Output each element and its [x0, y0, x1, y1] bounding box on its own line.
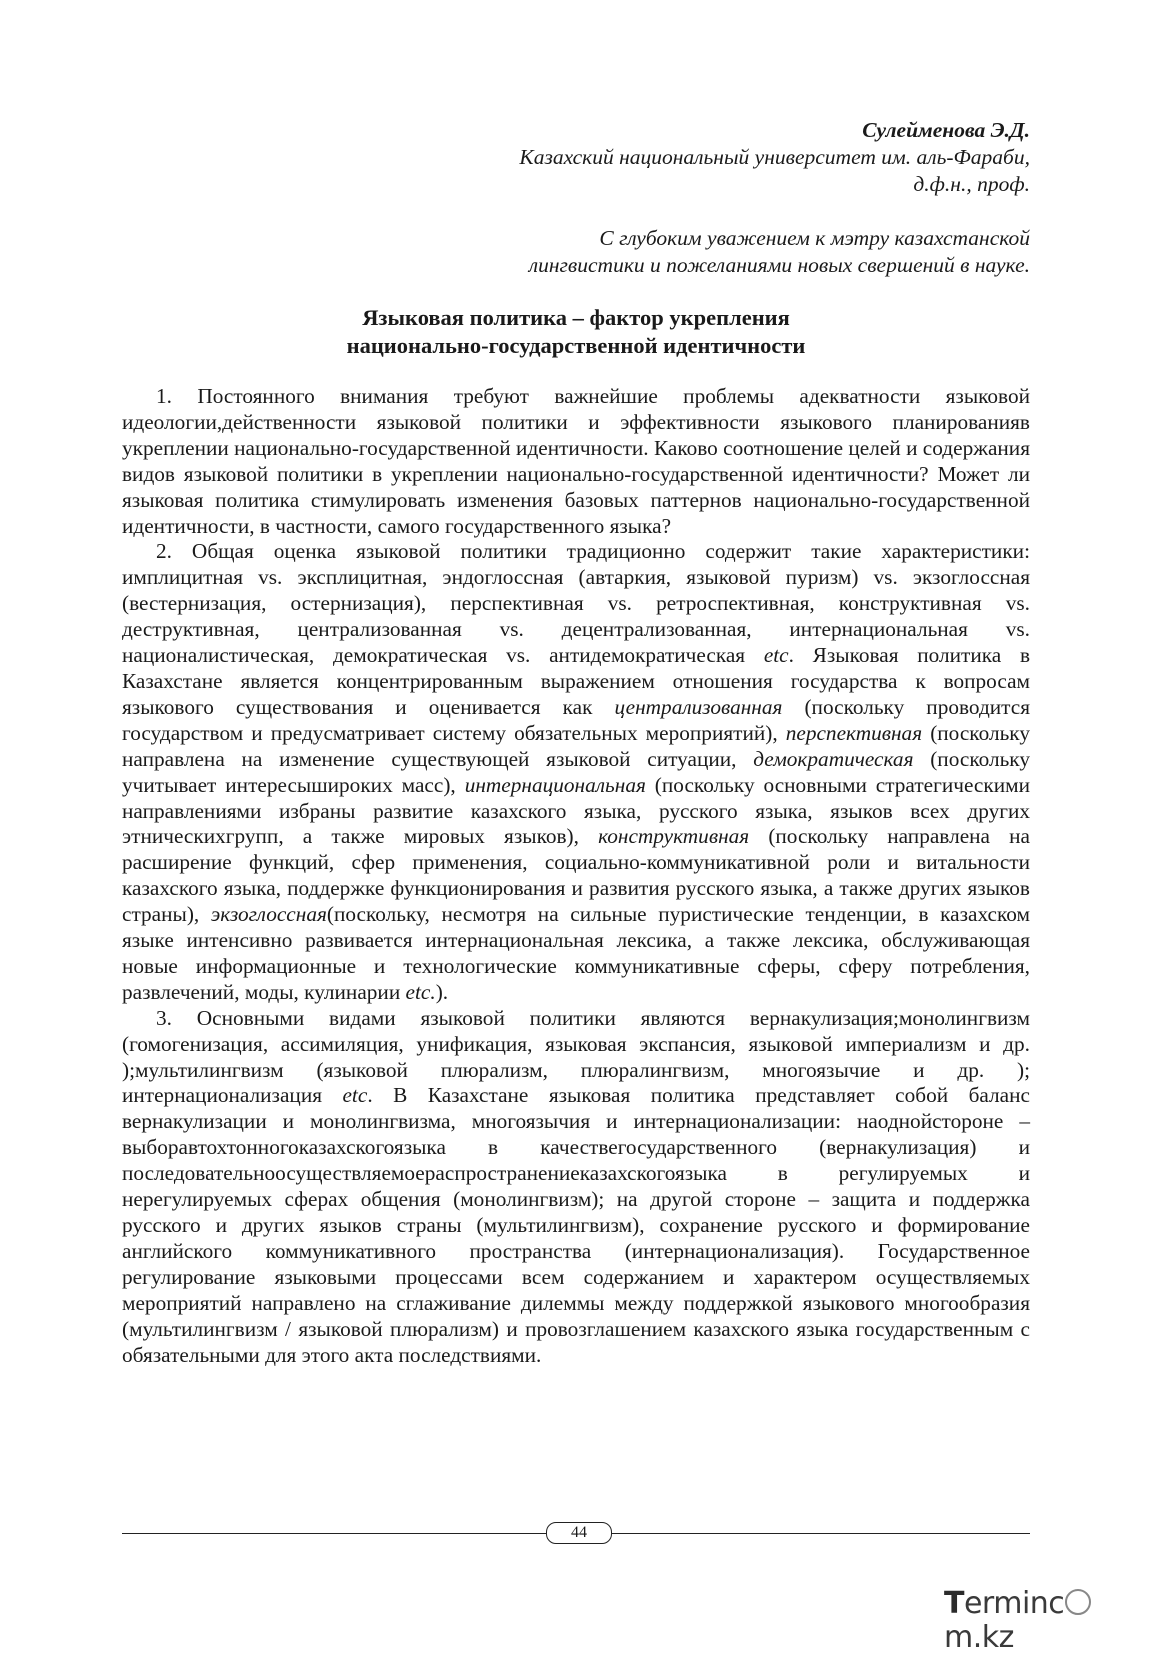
- dedication-line-2: лингвистики и пожеланиями новых свершений в науке.: [528, 253, 1030, 277]
- watermark-o-icon: [1065, 1589, 1091, 1615]
- article-title-line-1: Языковая политика – фактор укрепления: [362, 305, 790, 330]
- paragraph-3: [122, 1006, 1030, 1369]
- watermark-t: T: [944, 1586, 964, 1621]
- paragraph-3-text: 3. Основными видами языковой политики являются вернакулизация;монолингвизм (гомогенизация, ассимиляция, унификация, языковая экспансия, языковой империализм и др. );мультилингвизм (языковой плюрализм, плюралингвизм, многоязычие и др. ); интернационализация: [122, 1005, 1030, 1108]
- article-body: [122, 384, 1030, 1368]
- author-name: Сулейменова Э.Д.: [862, 118, 1030, 142]
- author-degree: д.ф.н., проф.: [913, 172, 1030, 196]
- dedication: [529, 225, 1030, 279]
- paragraph-2-text: (поскольку направлена на изменение существующей языковой ситуации,: [122, 720, 1030, 771]
- term-perspective: перспективная: [785, 720, 923, 745]
- paragraph-2: [122, 539, 1030, 1005]
- watermark-logo: [944, 1586, 1144, 1655]
- author-block: [519, 117, 1030, 198]
- article-title-line-2: национально-государственной идентичности: [346, 333, 806, 358]
- paragraph-2-text: (поскольку основными стратегическими направлениями избраны развитие казахского языка, русского языка, языков всех других этническихгрупп, а также мировых языков),: [122, 772, 1030, 849]
- article-title: [122, 304, 1030, 360]
- watermark-domain: m.kz: [944, 1620, 1014, 1655]
- paragraph-2-etc: etc: [763, 643, 789, 668]
- term-democratic: демократическая: [753, 746, 914, 771]
- paragraph-3-etc: etc: [342, 1083, 368, 1108]
- watermark-text: erminc: [963, 1586, 1065, 1621]
- paragraph-2-text: (поскольку направлена на расширение функций, сфер применения, социально-коммуникативной роли и витальности казахского языка, поддержке функционирования и развития русского языка, а также других языков страны),: [122, 824, 1030, 927]
- term-centralized: централизованная: [614, 694, 783, 719]
- paragraph-2-text: 2. Общая оценка языковой политики традиционно содержит такие характеристики: имплицитная vs. эксплицитная, эндоглоссная (автаркия, языковой пуризм) vs. экзоглоссная (вестернизация, остернизация), перспективная vs. ретроспективная, конструктивная vs. деструктивная, централизованная vs. децентрализованная, интернациональная vs. националистическая, демократическая vs. антидемократическая: [122, 539, 1030, 668]
- paragraph-2-text: ).: [435, 979, 449, 1004]
- paragraph-1: 1. Постоянного внимания требуют важнейшие проблемы адекватности языковой идеологии,действенности языковой политики и эффективности языкового планированияв укреплении национально-государственной идентичности. Каково соотношение целей и содержания видов языковой политики в укреплении национально-государственной идентичности? Может ли языковая политика стимулировать изменения базовых паттернов национально-государственной идентичности, в частности, самого государственного языка?: [122, 384, 1030, 538]
- term-international: интернациональная: [464, 772, 646, 797]
- paragraph-2-text: . Языковая политика в Казахстане является концентрированным выражением отношения государства к вопросам языкового существования и оценивается как: [122, 643, 1031, 719]
- author-affiliation: Казахский национальный университет им. аль-Фараби,: [519, 145, 1030, 169]
- page-number: 44: [546, 1522, 612, 1544]
- dedication-line-1: С глубоким уважением к мэтру казахстанской: [599, 226, 1030, 250]
- paragraph-2-etc: etc.: [405, 979, 436, 1004]
- paragraph-2-text: (поскольку проводится государством и предусматривает систему обязательных мероприятий),: [122, 694, 1030, 745]
- paragraph-3-text: . В Казахстане языковая политика представляет собой баланс вернакулизации и монолингвизма, многоязычия и интернационализации: наоднойстороне – выборавтохтонногоказахскогоязыка в качествегосударственного (вернакулизация) и последовательноосуществляемоераспространениеказахскогоязыка в регулируемых и нерегулируемых сферах общения (монолингвизм); на другой стороне – защита и поддержка русского и других языков страны (мультилингвизм), сохранение русского и формирование английского коммуникативного пространства (интернационализация). Государственное регулирование языковыми процессами всем содержанием и характером осуществляемых мероприятий направлено на сглаживание дилеммы между поддержкой языкового многообразия (мультилингвизм / языковой плюрализм) и провозглашением казахского языка государственным с обязательными для этого акта последствиями.: [122, 1083, 1030, 1367]
- paragraph-2-text: (поскольку, несмотря на сильные пуристические тенденции, в казахском языке интенсивно развивается интернациональная лексика, а также лексика, обслуживающая новые информационные и технологические коммуникативные сферы, сферу потребления, развлечений, моды, кулинарии: [122, 902, 1030, 1004]
- paragraph-2-text: (поскольку учитывает интересышироких масс),: [122, 746, 1031, 797]
- term-exoglossic: экзоглоссная: [210, 902, 327, 927]
- term-constructive: конструктивная: [598, 824, 750, 849]
